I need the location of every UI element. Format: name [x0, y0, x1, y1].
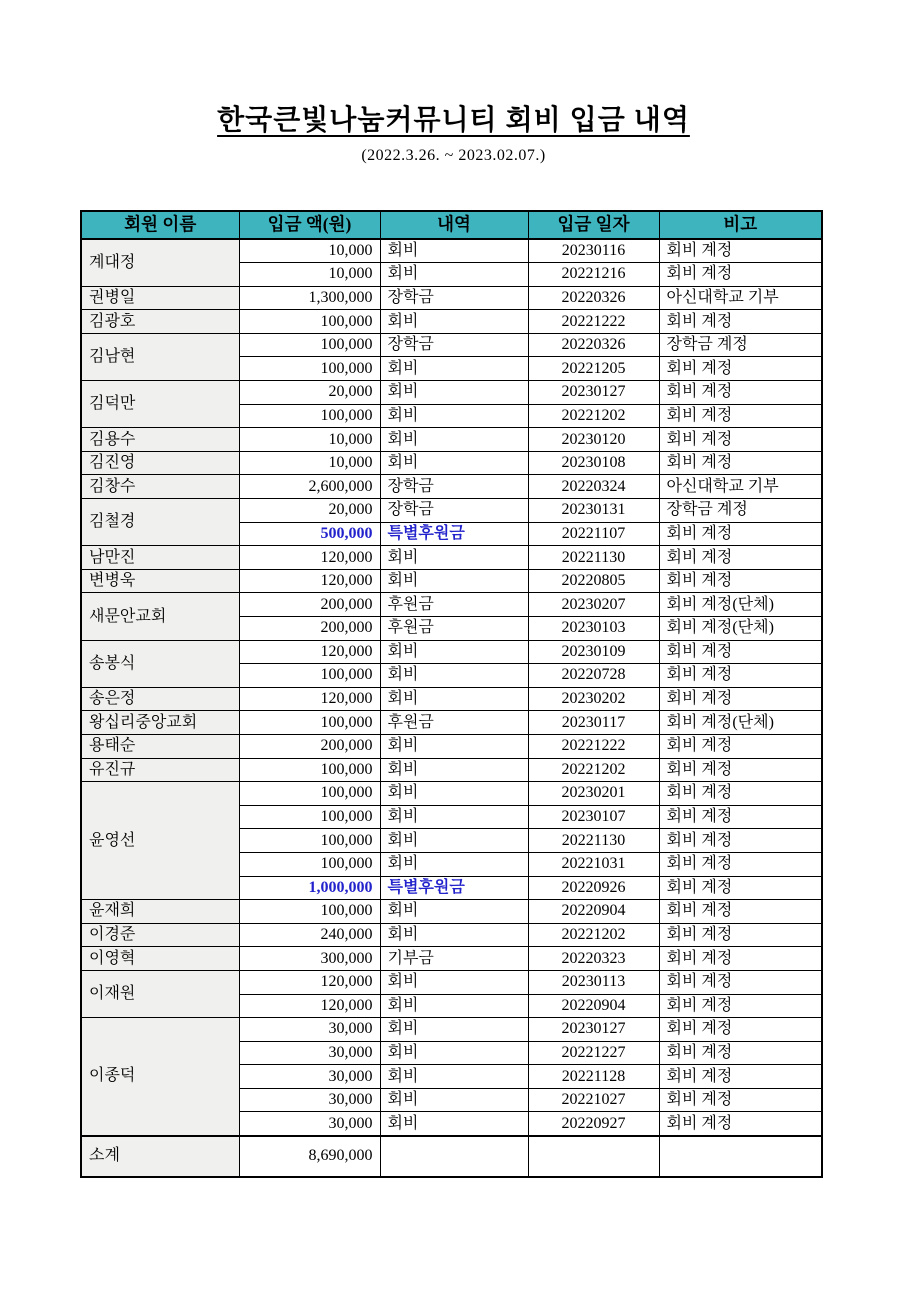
amount-cell: 120,000 — [239, 546, 380, 570]
table-row — [81, 569, 822, 593]
date-cell: 20220904 — [528, 900, 659, 924]
note-cell: 회비 계정(단체) — [659, 711, 822, 735]
note-cell: 회비 계정 — [659, 970, 822, 994]
detail-cell: 회비 — [380, 758, 528, 782]
table-row — [81, 782, 822, 806]
member-name-cell: 새문안교회 — [81, 593, 239, 640]
detail-cell: 장학금 — [380, 333, 528, 357]
table-row — [81, 947, 822, 971]
detail-cell: 장학금 — [380, 499, 528, 523]
member-name-cell: 김용수 — [81, 428, 239, 452]
amount-cell: 100,000 — [239, 829, 380, 853]
date-cell: 20221222 — [528, 734, 659, 758]
table-row — [81, 546, 822, 570]
amount-cell: 100,000 — [239, 782, 380, 806]
member-name-cell: 변병욱 — [81, 569, 239, 593]
table-row — [81, 640, 822, 664]
detail-cell: 특별후원금 — [380, 876, 528, 900]
table-row — [81, 475, 822, 499]
detail-cell: 장학금 — [380, 286, 528, 310]
note-cell: 아신대학교 기부 — [659, 286, 822, 310]
table-row — [81, 687, 822, 711]
amount-cell: 30,000 — [239, 1018, 380, 1042]
note-cell: 회비 계정 — [659, 734, 822, 758]
amount-cell: 120,000 — [239, 687, 380, 711]
detail-cell: 회비 — [380, 640, 528, 664]
amount-cell: 100,000 — [239, 664, 380, 688]
note-cell: 회비 계정 — [659, 758, 822, 782]
page-title: 한국큰빛나눔커뮤니티 회비 입금 내역 — [217, 105, 690, 136]
table-row — [81, 1018, 822, 1042]
amount-cell: 100,000 — [239, 900, 380, 924]
table-row — [81, 923, 822, 947]
member-name-cell: 김덕만 — [81, 381, 239, 428]
amount-cell: 200,000 — [239, 617, 380, 641]
member-name-cell: 유진규 — [81, 758, 239, 782]
column-header: 입금 일자 — [528, 211, 659, 239]
note-cell: 회비 계정 — [659, 876, 822, 900]
member-name-cell: 남만진 — [81, 546, 239, 570]
amount-cell: 200,000 — [239, 734, 380, 758]
column-header: 입금 액(원) — [239, 211, 380, 239]
date-cell: 20221202 — [528, 923, 659, 947]
amount-cell: 20,000 — [239, 499, 380, 523]
member-name-cell: 김창수 — [81, 475, 239, 499]
date-cell: 20221128 — [528, 1065, 659, 1089]
amount-cell: 30,000 — [239, 1065, 380, 1089]
detail-cell: 회비 — [380, 357, 528, 381]
detail-cell: 회비 — [380, 428, 528, 452]
amount-cell: 30,000 — [239, 1041, 380, 1065]
detail-cell: 회비 — [380, 782, 528, 806]
member-name-cell: 김남현 — [81, 333, 239, 380]
detail-cell: 회비 — [380, 263, 528, 287]
amount-cell: 120,000 — [239, 994, 380, 1018]
detail-cell: 회비 — [380, 569, 528, 593]
note-cell: 아신대학교 기부 — [659, 475, 822, 499]
page-subtitle: (2022.3.26. ~ 2023.02.07.) — [361, 147, 546, 164]
amount-cell: 240,000 — [239, 923, 380, 947]
deposit-table — [80, 210, 823, 1178]
note-cell: 회비 계정 — [659, 1041, 822, 1065]
detail-cell: 회비 — [380, 923, 528, 947]
detail-cell: 회비 — [380, 687, 528, 711]
detail-cell: 회비 — [380, 900, 528, 924]
detail-cell: 회비 — [380, 994, 528, 1018]
member-name-cell: 김광호 — [81, 310, 239, 334]
note-cell: 회비 계정 — [659, 1018, 822, 1042]
member-name-cell: 송은정 — [81, 687, 239, 711]
date-cell: 20221227 — [528, 1041, 659, 1065]
note-cell: 회비 계정 — [659, 640, 822, 664]
member-name-cell: 윤재희 — [81, 900, 239, 924]
amount-cell: 120,000 — [239, 569, 380, 593]
date-cell: 20230127 — [528, 381, 659, 405]
note-cell: 회비 계정 — [659, 1112, 822, 1136]
member-name-cell: 왕십리중앙교회 — [81, 711, 239, 735]
date-cell: 20220805 — [528, 569, 659, 593]
amount-cell: 100,000 — [239, 805, 380, 829]
detail-cell: 회비 — [380, 970, 528, 994]
detail-cell: 후원금 — [380, 617, 528, 641]
date-cell: 20230116 — [528, 239, 659, 263]
date-cell: 20220904 — [528, 994, 659, 1018]
date-cell: 20230207 — [528, 593, 659, 617]
table-row — [81, 758, 822, 782]
date-cell: 20221202 — [528, 758, 659, 782]
note-cell: 회비 계정 — [659, 546, 822, 570]
detail-cell: 회비 — [380, 381, 528, 405]
date-cell: 20230127 — [528, 1018, 659, 1042]
detail-cell: 후원금 — [380, 593, 528, 617]
date-cell: 20230131 — [528, 499, 659, 523]
date-cell: 20221031 — [528, 852, 659, 876]
amount-cell: 200,000 — [239, 593, 380, 617]
date-cell: 20220326 — [528, 286, 659, 310]
date-cell: 20230113 — [528, 970, 659, 994]
date-cell: 20230202 — [528, 687, 659, 711]
table-header-row — [81, 211, 822, 239]
table-body — [81, 239, 822, 1136]
date-cell: 20221027 — [528, 1088, 659, 1112]
amount-cell: 10,000 — [239, 239, 380, 263]
note-cell: 회비 계정(단체) — [659, 617, 822, 641]
detail-cell: 후원금 — [380, 711, 528, 735]
amount-cell: 100,000 — [239, 333, 380, 357]
date-cell: 20220927 — [528, 1112, 659, 1136]
detail-cell: 회비 — [380, 1065, 528, 1089]
note-cell: 회비 계정 — [659, 664, 822, 688]
note-cell: 회비 계정 — [659, 381, 822, 405]
member-name-cell: 이경준 — [81, 923, 239, 947]
member-name-cell: 김진영 — [81, 451, 239, 475]
detail-cell: 회비 — [380, 805, 528, 829]
note-cell: 회비 계정 — [659, 994, 822, 1018]
amount-cell: 30,000 — [239, 1112, 380, 1136]
subtotal-empty-cell — [659, 1136, 822, 1177]
date-cell: 20220926 — [528, 876, 659, 900]
amount-cell: 120,000 — [239, 970, 380, 994]
table-row — [81, 310, 822, 334]
amount-cell: 10,000 — [239, 428, 380, 452]
detail-cell: 회비 — [380, 664, 528, 688]
member-name-cell: 이영혁 — [81, 947, 239, 971]
note-cell: 회비 계정 — [659, 782, 822, 806]
amount-cell: 500,000 — [239, 522, 380, 546]
detail-cell: 회비 — [380, 734, 528, 758]
subtotal-empty-cell — [528, 1136, 659, 1177]
detail-cell: 회비 — [380, 451, 528, 475]
amount-cell: 100,000 — [239, 852, 380, 876]
detail-cell: 회비 — [380, 852, 528, 876]
amount-cell: 30,000 — [239, 1088, 380, 1112]
subtotal-row — [81, 1136, 822, 1177]
note-cell: 회비 계정 — [659, 310, 822, 334]
date-cell: 20221130 — [528, 829, 659, 853]
date-cell: 20220323 — [528, 947, 659, 971]
detail-cell: 회비 — [380, 404, 528, 428]
table-row — [81, 734, 822, 758]
detail-cell: 회비 — [380, 310, 528, 334]
note-cell: 장학금 계정 — [659, 499, 822, 523]
date-cell: 20221222 — [528, 310, 659, 334]
amount-cell: 100,000 — [239, 357, 380, 381]
detail-cell: 특별후원금 — [380, 522, 528, 546]
note-cell: 회비 계정 — [659, 357, 822, 381]
member-name-cell: 김철경 — [81, 499, 239, 546]
detail-cell: 장학금 — [380, 475, 528, 499]
member-name-cell: 송봉식 — [81, 640, 239, 687]
date-cell: 20221202 — [528, 404, 659, 428]
member-name-cell: 용태순 — [81, 734, 239, 758]
date-cell: 20220324 — [528, 475, 659, 499]
subtotal-amount-cell: 8,690,000 — [239, 1136, 380, 1177]
note-cell: 회비 계정 — [659, 1088, 822, 1112]
table-row — [81, 499, 822, 523]
date-cell: 20221130 — [528, 546, 659, 570]
table-row — [81, 286, 822, 310]
member-name-cell: 이종덕 — [81, 1018, 239, 1136]
note-cell: 회비 계정 — [659, 852, 822, 876]
note-cell: 회비 계정 — [659, 947, 822, 971]
subtotal-label-cell: 소계 — [81, 1136, 239, 1177]
date-cell: 20230107 — [528, 805, 659, 829]
detail-cell: 회비 — [380, 1088, 528, 1112]
date-cell: 20230103 — [528, 617, 659, 641]
member-name-cell: 이재원 — [81, 970, 239, 1017]
note-cell: 장학금 계정 — [659, 333, 822, 357]
amount-cell: 20,000 — [239, 381, 380, 405]
note-cell: 회비 계정 — [659, 239, 822, 263]
date-cell: 20230201 — [528, 782, 659, 806]
note-cell: 회비 계정 — [659, 1065, 822, 1089]
note-cell: 회비 계정 — [659, 569, 822, 593]
note-cell: 회비 계정 — [659, 428, 822, 452]
detail-cell: 회비 — [380, 1112, 528, 1136]
amount-cell: 300,000 — [239, 947, 380, 971]
table-row — [81, 900, 822, 924]
table-row — [81, 333, 822, 357]
date-cell: 20221216 — [528, 263, 659, 287]
note-cell: 회비 계정 — [659, 805, 822, 829]
note-cell: 회비 계정 — [659, 923, 822, 947]
table-row — [81, 970, 822, 994]
date-cell: 20230120 — [528, 428, 659, 452]
member-name-cell: 권병일 — [81, 286, 239, 310]
column-header: 내역 — [380, 211, 528, 239]
note-cell: 회비 계정(단체) — [659, 593, 822, 617]
note-cell: 회비 계정 — [659, 522, 822, 546]
detail-cell: 회비 — [380, 239, 528, 263]
amount-cell: 10,000 — [239, 451, 380, 475]
subtotal-empty-cell — [380, 1136, 528, 1177]
amount-cell: 1,300,000 — [239, 286, 380, 310]
amount-cell: 2,600,000 — [239, 475, 380, 499]
note-cell: 회비 계정 — [659, 687, 822, 711]
column-header: 회원 이름 — [81, 211, 239, 239]
note-cell: 회비 계정 — [659, 404, 822, 428]
date-cell: 20230108 — [528, 451, 659, 475]
table-row — [81, 428, 822, 452]
detail-cell: 회비 — [380, 546, 528, 570]
table-row — [81, 711, 822, 735]
date-cell: 20230109 — [528, 640, 659, 664]
date-cell: 20220728 — [528, 664, 659, 688]
date-cell: 20220326 — [528, 333, 659, 357]
date-cell: 20230117 — [528, 711, 659, 735]
detail-cell: 회비 — [380, 1018, 528, 1042]
amount-cell: 120,000 — [239, 640, 380, 664]
column-header: 비고 — [659, 211, 822, 239]
note-cell: 회비 계정 — [659, 263, 822, 287]
amount-cell: 100,000 — [239, 310, 380, 334]
detail-cell: 기부금 — [380, 947, 528, 971]
note-cell: 회비 계정 — [659, 900, 822, 924]
amount-cell: 10,000 — [239, 263, 380, 287]
date-cell: 20221205 — [528, 357, 659, 381]
note-cell: 회비 계정 — [659, 829, 822, 853]
table-row — [81, 451, 822, 475]
table-row — [81, 381, 822, 405]
table-row — [81, 593, 822, 617]
member-name-cell: 계대정 — [81, 239, 239, 286]
date-cell: 20221107 — [528, 522, 659, 546]
amount-cell: 100,000 — [239, 711, 380, 735]
note-cell: 회비 계정 — [659, 451, 822, 475]
table-row — [81, 239, 822, 263]
member-name-cell: 윤영선 — [81, 782, 239, 900]
amount-cell: 100,000 — [239, 758, 380, 782]
amount-cell: 1,000,000 — [239, 876, 380, 900]
detail-cell: 회비 — [380, 829, 528, 853]
amount-cell: 100,000 — [239, 404, 380, 428]
detail-cell: 회비 — [380, 1041, 528, 1065]
